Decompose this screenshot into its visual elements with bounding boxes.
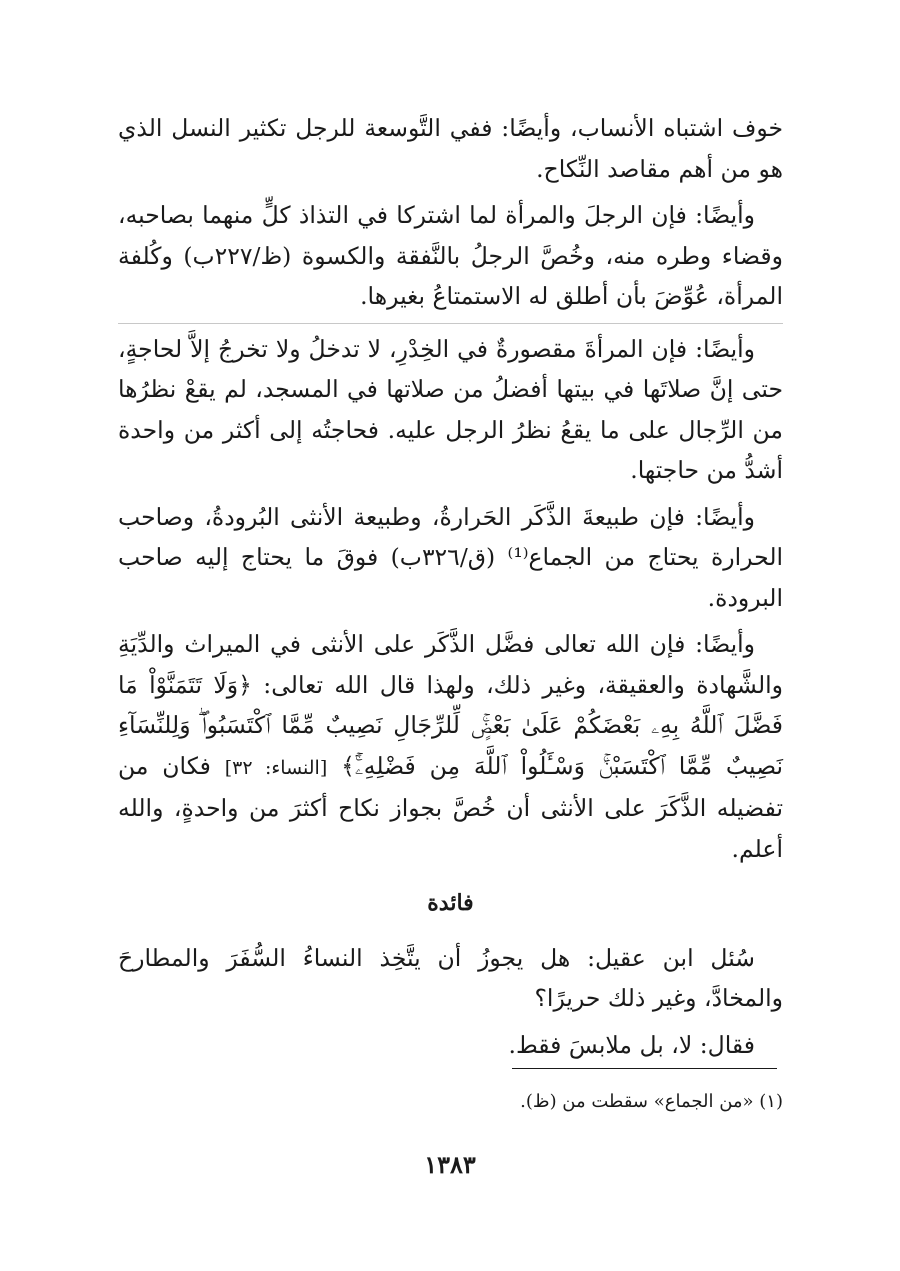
paragraph-seclusion-argument: وأيضًا: فإن المرأةَ مقصورةٌ في الخِدْرِ، لا تدخلُ ولا تخرجُ إلاَّ لحاجةٍ، حتى إنَّ صلاتَها في بيتها أفضلُ من صلاتها في المسجد، لم يقعْ نظرُها من الرِّجال على ما يقعُ نظرُ الرجل عليه. فحاجتُه إلى أكثر من واحدة أشدُّ من حاجتها. [118, 323, 783, 491]
page-number: ١٣٨٣ [424, 1150, 476, 1179]
verse-intro-text: وأيضًا: فإن الله تعالى فضَّل الذَّكَر على الأنثى في الميراث والدِّيَةِ والشَّهادة والعقيقة، وغير ذلك، ولهذا قال الله تعالى: [118, 630, 783, 699]
verse-close-bracket: ﴾ [341, 751, 355, 780]
paragraph-question: سُئل ابن عقيل: هل يجوزُ أن يتَّخِذ النساءُ السُّفَرَ والمطارحَ والمخادَّ، وغير ذلك حريرًا؟ [118, 943, 783, 1012]
paragraph-nature-argument: وأيضًا: فإن طبيعةَ الذَّكَر الحَرارةُ، وطبيعة الأنثى البُرودةُ، وصاحب الحرارة يحتاج من الجماع⁽¹⁾ (ق/٣٢٦ب) فوقَ ما يحتاج إليه صاحب البرودة. [118, 502, 784, 612]
verse-open-bracket: ﴿ [238, 670, 252, 699]
section-heading: فائدة [427, 890, 474, 916]
footnote-divider [512, 1068, 777, 1069]
paragraph-pleasure-argument: وأيضًا: فإن الرجلَ والمرأة لما اشتركا في التذاذ كلٍّ منهما بصاحبه، وقضاء وطره منه، وخُصَّ الرجلُ بالنَّفقة والكسوة (ظ/٢٢٧ب) وكُلفة المرأة، عُوِّضَ بأن أطلق له الاستمتاعُ بغيرها. [118, 201, 783, 310]
verse-reference: [النساء: ٣٢] [224, 756, 328, 779]
footnote: (١) «من الجماع» سقطت من (ظ). [520, 1091, 783, 1112]
paragraph-answer: فقال: لا، بل ملابسَ فقط. [508, 1030, 755, 1059]
verse-conclusion-text: فكان من تفضيله الذَّكَرَ على الأنثى أن خُصَّ بجواز نكاح أكثرَ من واحدةٍ، والله أعلم. [118, 751, 783, 863]
paragraph-continuation: خوف اشتباه الأنساب، وأيضًا: ففي التَّوسعة للرجل تكثير النسل الذي هو من أهم مقاصد النِّكاح. [118, 114, 783, 183]
main-text [118, 108, 783, 1071]
paragraph-verse-argument [118, 624, 783, 869]
quran-verse: وَلَا تَتَمَنَّوْاْ مَا فَضَّلَ ٱللَّهُ بِهِۦ بَعْضَكُمْ عَلَىٰ بَعْضٍۚ لِّلرِّجَالِ نَصِيبٌ مِّمَّا ٱكْتَسَبُواْۖ وَلِلنِّسَآءِ نَصِيبٌ مِّمَّا ٱكْتَسَبْنَۚ وَسْـَٔلُواْ ٱللَّهَ مِن فَضْلِهِۦٓۚ [118, 670, 783, 780]
